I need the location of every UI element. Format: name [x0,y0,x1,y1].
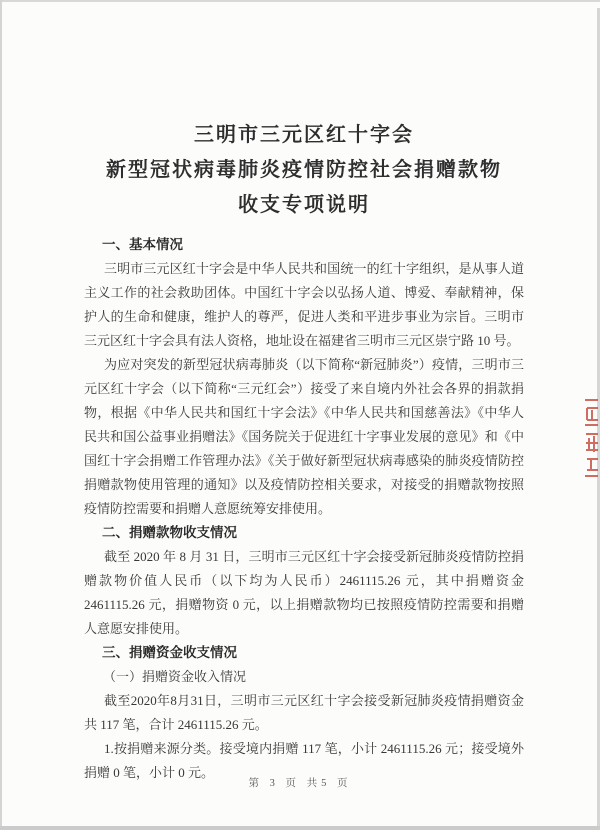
red-seal-icon [584,396,598,480]
scan-edge-bottom [0,826,600,830]
section-3-subheading: （一）捐赠资金收入情况 [103,669,247,684]
page-number-footer: 第 3 页 共5 页 [248,778,352,789]
section-3-heading: 三、捐赠资金收支情况 [102,645,237,660]
section-2-paragraph-1: 截至 2020 年 8 月 31 日，三明市三元区红十字会接受新冠肺炎疫情防控捐赠款物价值人民币（以下均为人民币）2461115.26 元，其中捐赠资金 2461115.26 元，捐赠物资 0 元，以上捐赠款物均已按照疫情防控需要和捐赠人意愿安排使用。 [84,549,524,636]
title-line-1: 三明市三元区红十字会 [194,124,414,146]
section-3-paragraph-2: 1.按捐赠来源分类。接受境内捐赠 117 笔，小计 2461115.26 元；接受境外捐赠 0 笔，小计 0 元。 [84,741,524,780]
partial-red-seal-stamp [584,396,598,480]
document-title [84,118,524,223]
document-body [84,233,524,785]
scan-edge-top [0,0,600,2]
section-3-paragraph-1: 截至2020年8月31日，三明市三元区红十字会接受新冠肺炎疫情捐赠资金共 117 笔，合计 2461115.26 元。 [84,693,524,732]
section-1-heading: 一、基本情况 [102,237,183,252]
section-2-heading: 二、捐赠款物收支情况 [102,525,237,540]
title-line-2: 新型冠状病毒肺炎疫情防控社会捐赠款物 [106,159,502,181]
section-1-paragraph-2: 为应对突发的新型冠状病毒肺炎（以下简称“新冠肺炎”）疫情，三明市三元区红十字会（以下简称“三元红会”）接受了来自境内外社会各界的捐款捐物，根据《中华人民共和国红十字会法》《中华人民共和国慈善法》《中华人民共和国公益事业捐赠法》《国务院关于促进红十字事业发展的意见》和《中国红十字会捐赠工作管理办法》《关于做好新型冠状病毒感染的肺炎疫情防控捐赠款物使用管理的通知》以及疫情防控相关要求，对接受的捐赠款物按照疫情防控需要和捐赠人意愿统筹安排使用。 [84,357,524,516]
scan-edge-left [0,0,2,830]
title-line-3: 收支专项说明 [238,194,370,216]
section-1-paragraph-1: 三明市三元区红十字会是中华人民共和国统一的红十字组织，是从事人道主义工作的社会救助团体。中国红十字会以弘扬人道、博爱、奉献精神，保护人的生命和健康，维护人的尊严，促进人类和平进步事业为宗旨。三明市三元区红十字会具有法人资格，地址设在福建省三明市三元区崇宁路 10 号。 [84,261,524,348]
